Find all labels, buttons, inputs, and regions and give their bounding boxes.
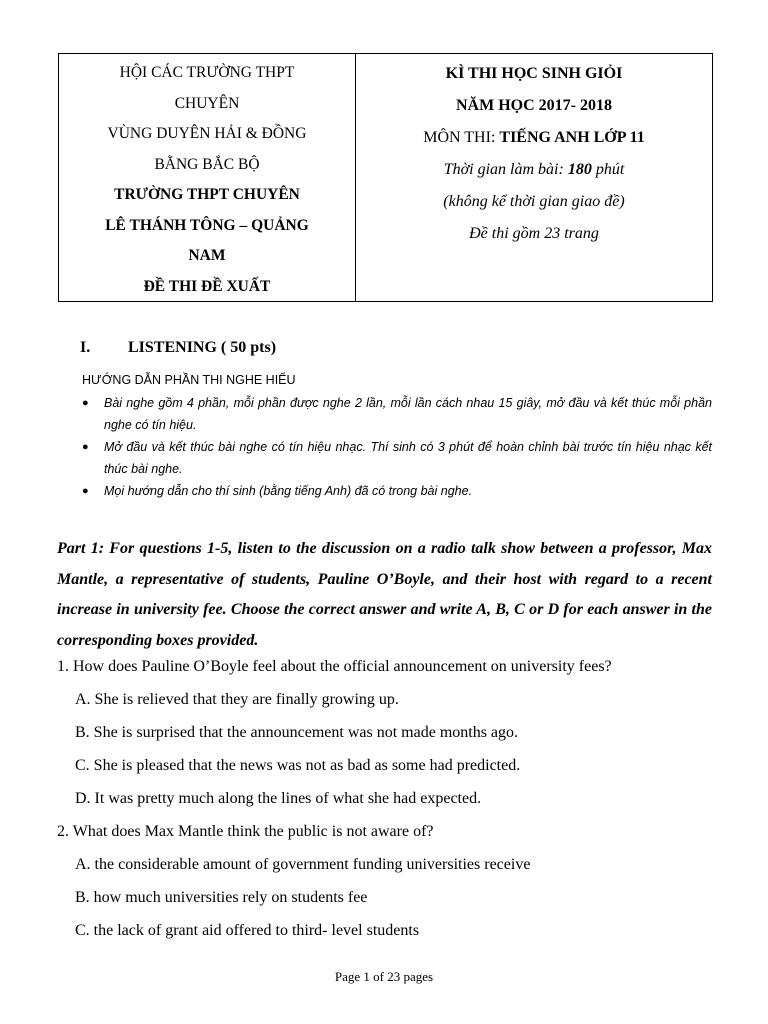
instructions-heading: HƯỚNG DẪN PHẦN THI NGHE HIỂU — [82, 373, 296, 387]
section-name: LISTENING ( 50 pts) — [128, 339, 277, 356]
part1-instruction: Part 1: For questions 1-5, listen to the discussion on a radio talk show between a professor, Max Mantle, a representative of students, Pauline O’Boyle, and their host with regard to a recent increase in university fee. Choose the correct answer and write A, B, C or D for each answer in the corresponding boxes provided. — [57, 540, 712, 649]
question-2-stem: 2. What does Max Mantle think the public is not aware of? — [57, 823, 434, 840]
time-value: 180 — [567, 161, 592, 178]
bullet-icon: ● — [82, 441, 89, 453]
instruction-text: Mở đầu và kết thúc bài nghe có tín hiệu nhạc. Thí sinh có 3 phút để hoàn chỉnh bài trước tín hiệu nhạc kết thúc bài nghe. — [104, 440, 712, 476]
proposed-exam-label: ĐỀ THI ĐỀ XUẤT — [143, 277, 271, 295]
question-1-option-b: B. She is surprised that the announcement was not made months ago. — [75, 724, 519, 741]
school-line-1: TRƯỜNG THPT CHUYÊN — [114, 186, 300, 203]
bullet-icon: ● — [82, 485, 89, 497]
question-1-option-d: D. It was pretty much along the lines of what she had expected. — [75, 790, 482, 807]
subject-label: MÔN THI: — [423, 129, 500, 146]
subject-line — [423, 122, 645, 154]
pages-note: Đề thi gồm 23 trang — [469, 225, 599, 242]
question-1-option-c: C. She is pleased that the news was not as bad as some had predicted. — [75, 757, 521, 774]
organizer-line-4: BẰNG BẮC BỘ — [154, 155, 260, 173]
exam-header-table — [58, 53, 713, 302]
school-line-2: LÊ THÁNH TÔNG – QUẢNG — [105, 216, 309, 234]
instruction-item — [82, 392, 712, 436]
question-2-option-c: C. the lack of grant aid offered to third- level students — [75, 922, 420, 939]
school-line-3: NAM — [188, 247, 226, 264]
question-2-option-a: A. the considerable amount of government funding universities receive — [75, 856, 531, 873]
question-2-option-b: B. how much universities rely on students fee — [75, 889, 368, 906]
section-number: I. — [80, 339, 91, 356]
school-year: NĂM HỌC 2017- 2018 — [456, 97, 612, 114]
time-line — [444, 154, 625, 186]
time-note: (không kể thời gian giao đề) — [443, 193, 625, 210]
instructions-list — [82, 392, 712, 502]
question-1-option-a: A. She is relieved that they are finally growing up. — [75, 691, 399, 708]
instruction-item — [82, 436, 712, 480]
instruction-item — [82, 480, 712, 502]
section-title — [80, 339, 276, 357]
instruction-text: Bài nghe gồm 4 phần, mỗi phần được nghe 2 lần, mỗi lần cách nhau 15 giây, mở đầu và kết thúc mỗi phần nghe có tín hiệu. — [104, 396, 712, 432]
organizer-line-2: CHUYÊN — [174, 94, 240, 112]
organizer-line-3: VÙNG DUYÊN HẢI & ĐỒNG — [107, 125, 307, 142]
organizer-line-1: HỘI CÁC TRƯỜNG THPT — [119, 64, 295, 81]
time-unit: phút — [591, 161, 625, 178]
question-1-stem: 1. How does Pauline O’Boyle feel about the official announcement on university fees? — [57, 658, 612, 675]
instruction-text: Mọi hướng dẫn cho thí sinh (bằng tiếng Anh) đã có trong bài nghe. — [104, 484, 473, 498]
bullet-icon: ● — [82, 397, 89, 409]
time-label: Thời gian làm bài: — [443, 161, 568, 178]
page-footer: Page 1 of 23 pages — [334, 969, 434, 984]
organizer-cell — [59, 54, 356, 301]
exam-info-cell — [356, 54, 712, 301]
exam-title: KÌ THI HỌC SINH GIỎI — [445, 65, 623, 82]
subject-value: TIẾNG ANH LỚP 11 — [499, 129, 645, 146]
